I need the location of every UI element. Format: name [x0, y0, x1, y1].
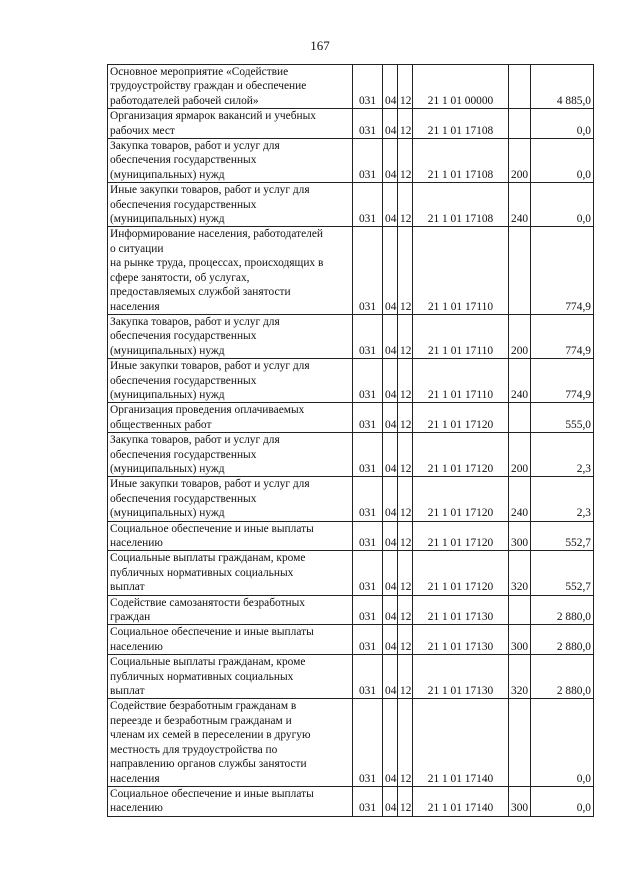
section-code-cell: 04	[383, 655, 398, 699]
table-row	[108, 109, 594, 139]
expense-type-cell: 200	[509, 433, 531, 477]
table-row	[108, 655, 594, 699]
table-row	[108, 625, 594, 655]
ministry-code-cell: 031	[353, 359, 383, 403]
subsection-code-cell: 12	[398, 595, 413, 625]
table-row	[108, 786, 594, 816]
item-name-cell: Содействие безработным гражданам в переезде и безработным гражданам и членам их семей в переселении в другую местность для трудоустройства по направлению органов службы занятости населения	[108, 699, 353, 786]
ministry-code-cell: 031	[353, 433, 383, 477]
section-code-cell: 04	[383, 359, 398, 403]
target-article-cell: 21 1 01 17108	[413, 139, 509, 183]
expense-type-cell: 240	[509, 359, 531, 403]
subsection-code-cell: 12	[398, 551, 413, 595]
item-name-cell: Закупка товаров, работ и услуг для обеспечения государственных (муниципальных) нужд	[108, 139, 353, 183]
section-code-cell: 04	[383, 786, 398, 816]
item-name-cell: Иные закупки товаров, работ и услуг для обеспечения государственных (муниципальных) нужд	[108, 183, 353, 227]
amount-cell: 774,9	[531, 359, 594, 403]
ministry-code-cell: 031	[353, 65, 383, 109]
target-article-cell: 21 1 01 17130	[413, 595, 509, 625]
table-row	[108, 699, 594, 786]
expense-type-cell	[509, 109, 531, 139]
ministry-code-cell: 031	[353, 551, 383, 595]
ministry-code-cell: 031	[353, 227, 383, 314]
subsection-code-cell: 12	[398, 699, 413, 786]
target-article-cell: 21 1 01 17110	[413, 227, 509, 314]
subsection-code-cell: 12	[398, 109, 413, 139]
expense-type-cell: 300	[509, 786, 531, 816]
amount-cell: 0,0	[531, 109, 594, 139]
section-code-cell: 04	[383, 139, 398, 183]
item-name-cell: Социальное обеспечение и иные выплаты населению	[108, 521, 353, 551]
ministry-code-cell: 031	[353, 595, 383, 625]
amount-cell: 2 880,0	[531, 655, 594, 699]
section-code-cell: 04	[383, 403, 398, 433]
expense-type-cell	[509, 699, 531, 786]
amount-cell: 774,9	[531, 314, 594, 358]
target-article-cell: 21 1 01 17130	[413, 625, 509, 655]
subsection-code-cell: 12	[398, 227, 413, 314]
amount-cell: 555,0	[531, 403, 594, 433]
target-article-cell: 21 1 01 17120	[413, 551, 509, 595]
section-code-cell: 04	[383, 521, 398, 551]
amount-cell: 2,3	[531, 433, 594, 477]
section-code-cell: 04	[383, 433, 398, 477]
expense-type-cell: 320	[509, 655, 531, 699]
target-article-cell: 21 1 01 17140	[413, 786, 509, 816]
table-row	[108, 477, 594, 521]
item-name-cell: Информирование населения, работодателей о ситуации на рынке труда, процессах, происходящих в сфере занятости, об услугах, предоставляемых службой занятости населения	[108, 227, 353, 314]
budget-table	[107, 64, 594, 817]
expense-type-cell: 240	[509, 183, 531, 227]
section-code-cell: 04	[383, 477, 398, 521]
amount-cell: 0,0	[531, 699, 594, 786]
subsection-code-cell: 12	[398, 183, 413, 227]
expense-type-cell	[509, 65, 531, 109]
table-row	[108, 521, 594, 551]
table-row	[108, 227, 594, 314]
amount-cell: 2,3	[531, 477, 594, 521]
subsection-code-cell: 12	[398, 655, 413, 699]
expense-type-cell	[509, 403, 531, 433]
expense-type-cell	[509, 595, 531, 625]
expense-type-cell: 300	[509, 625, 531, 655]
amount-cell: 552,7	[531, 521, 594, 551]
subsection-code-cell: 12	[398, 314, 413, 358]
target-article-cell: 21 1 01 00000	[413, 65, 509, 109]
amount-cell: 2 880,0	[531, 595, 594, 625]
table-row	[108, 403, 594, 433]
ministry-code-cell: 031	[353, 521, 383, 551]
amount-cell: 0,0	[531, 183, 594, 227]
section-code-cell: 04	[383, 595, 398, 625]
table-row	[108, 65, 594, 109]
section-code-cell: 04	[383, 227, 398, 314]
ministry-code-cell: 031	[353, 477, 383, 521]
amount-cell: 774,9	[531, 227, 594, 314]
item-name-cell: Социальные выплаты гражданам, кроме публичных нормативных социальных выплат	[108, 655, 353, 699]
ministry-code-cell: 031	[353, 699, 383, 786]
subsection-code-cell: 12	[398, 139, 413, 183]
ministry-code-cell: 031	[353, 403, 383, 433]
amount-cell: 0,0	[531, 786, 594, 816]
subsection-code-cell: 12	[398, 433, 413, 477]
section-code-cell: 04	[383, 183, 398, 227]
expense-type-cell: 240	[509, 477, 531, 521]
table-row	[108, 551, 594, 595]
item-name-cell: Иные закупки товаров, работ и услуг для обеспечения государственных (муниципальных) нужд	[108, 477, 353, 521]
ministry-code-cell: 031	[353, 109, 383, 139]
item-name-cell: Закупка товаров, работ и услуг для обеспечения государственных (муниципальных) нужд	[108, 433, 353, 477]
ministry-code-cell: 031	[353, 655, 383, 699]
table-row	[108, 595, 594, 625]
section-code-cell: 04	[383, 625, 398, 655]
amount-cell: 0,0	[531, 139, 594, 183]
target-article-cell: 21 1 01 17108	[413, 183, 509, 227]
target-article-cell: 21 1 01 17110	[413, 359, 509, 403]
expense-type-cell: 300	[509, 521, 531, 551]
target-article-cell: 21 1 01 17110	[413, 314, 509, 358]
item-name-cell: Иные закупки товаров, работ и услуг для обеспечения государственных (муниципальных) нужд	[108, 359, 353, 403]
item-name-cell: Социальное обеспечение и иные выплаты населению	[108, 625, 353, 655]
target-article-cell: 21 1 01 17130	[413, 655, 509, 699]
expense-type-cell: 200	[509, 314, 531, 358]
section-code-cell: 04	[383, 551, 398, 595]
amount-cell: 2 880,0	[531, 625, 594, 655]
table-row	[108, 314, 594, 358]
target-article-cell: 21 1 01 17120	[413, 403, 509, 433]
table-row	[108, 139, 594, 183]
ministry-code-cell: 031	[353, 183, 383, 227]
ministry-code-cell: 031	[353, 625, 383, 655]
item-name-cell: Организация проведения оплачиваемых общественных работ	[108, 403, 353, 433]
table-row	[108, 183, 594, 227]
item-name-cell: Закупка товаров, работ и услуг для обеспечения государственных (муниципальных) нужд	[108, 314, 353, 358]
subsection-code-cell: 12	[398, 65, 413, 109]
subsection-code-cell: 12	[398, 477, 413, 521]
table-row	[108, 433, 594, 477]
subsection-code-cell: 12	[398, 359, 413, 403]
section-code-cell: 04	[383, 699, 398, 786]
item-name-cell: Социальное обеспечение и иные выплаты населению	[108, 786, 353, 816]
target-article-cell: 21 1 01 17120	[413, 433, 509, 477]
item-name-cell: Содействие самозанятости безработных граждан	[108, 595, 353, 625]
expense-type-cell: 200	[509, 139, 531, 183]
target-article-cell: 21 1 01 17108	[413, 109, 509, 139]
ministry-code-cell: 031	[353, 314, 383, 358]
table-row	[108, 359, 594, 403]
expense-type-cell: 320	[509, 551, 531, 595]
subsection-code-cell: 12	[398, 403, 413, 433]
ministry-code-cell: 031	[353, 786, 383, 816]
subsection-code-cell: 12	[398, 625, 413, 655]
subsection-code-cell: 12	[398, 786, 413, 816]
section-code-cell: 04	[383, 314, 398, 358]
target-article-cell: 21 1 01 17140	[413, 699, 509, 786]
expense-type-cell	[509, 227, 531, 314]
amount-cell: 552,7	[531, 551, 594, 595]
item-name-cell: Социальные выплаты гражданам, кроме публичных нормативных социальных выплат	[108, 551, 353, 595]
target-article-cell: 21 1 01 17120	[413, 477, 509, 521]
ministry-code-cell: 031	[353, 139, 383, 183]
target-article-cell: 21 1 01 17120	[413, 521, 509, 551]
page-number: 167	[310, 38, 330, 53]
subsection-code-cell: 12	[398, 521, 413, 551]
item-name-cell: Организация ярмарок вакансий и учебных рабочих мест	[108, 109, 353, 139]
section-code-cell: 04	[383, 109, 398, 139]
amount-cell: 4 885,0	[531, 65, 594, 109]
item-name-cell: Основное мероприятие «Содействие трудоустройству граждан и обеспечение работодателей рабочей силой»	[108, 65, 353, 109]
section-code-cell: 04	[383, 65, 398, 109]
